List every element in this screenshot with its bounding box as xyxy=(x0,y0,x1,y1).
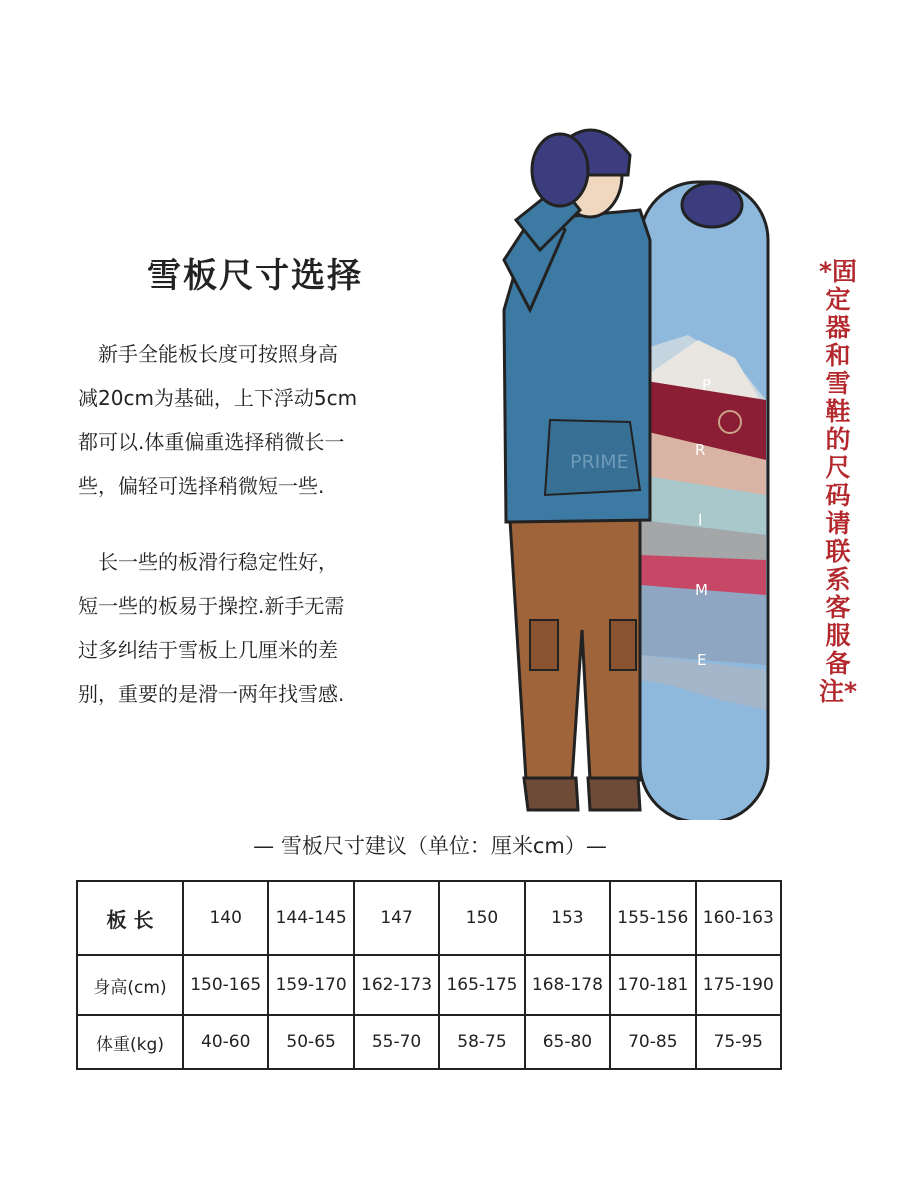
table-cell: 58-75 xyxy=(439,1015,524,1069)
table-cell: 144-145 xyxy=(268,881,353,955)
board-letter: E xyxy=(697,651,707,669)
board-letter: I xyxy=(698,511,703,529)
table-cell: 165-175 xyxy=(439,955,524,1015)
right-shoe xyxy=(588,778,640,810)
page-title: 雪板尺寸选择 xyxy=(147,256,363,296)
mitten-on-face xyxy=(532,134,588,206)
binding-boot-size-note: *固定器和雪鞋的尺码请联系客服备注* xyxy=(818,257,858,706)
table-cell: 150-165 xyxy=(183,955,268,1015)
table-caption: — 雪板尺寸建议（单位：厘米cm）— xyxy=(253,834,607,858)
table-cell: 140 xyxy=(183,881,268,955)
snowboarder-illustration xyxy=(490,110,790,820)
row-header: 板 长 xyxy=(77,881,183,955)
table-cell: 162-173 xyxy=(354,955,439,1015)
table-cell: 155-156 xyxy=(610,881,695,955)
table-cell: 168-178 xyxy=(525,955,610,1015)
row-header: 身高(cm) xyxy=(77,955,183,1015)
table-cell: 175-190 xyxy=(696,955,781,1015)
table-row xyxy=(77,881,781,955)
hoodie xyxy=(504,205,650,522)
intro-paragraph: 新手全能板长度可按照身高 减20cm为基础，上下浮动5cm 都可以.体重偏重选择稍微长一 些，偏轻可选择稍微短一些. xyxy=(78,342,358,498)
mitten-on-board xyxy=(682,183,742,227)
board-letter: R xyxy=(695,441,706,459)
table-cell: 150 xyxy=(439,881,524,955)
table-row xyxy=(77,955,781,1015)
row-header: 体重(kg) xyxy=(77,1015,183,1069)
table-cell: 153 xyxy=(525,881,610,955)
board-letter: M xyxy=(695,581,708,599)
snowboard xyxy=(640,182,768,820)
left-shoe xyxy=(524,778,578,810)
table-cell: 147 xyxy=(354,881,439,955)
table-cell: 159-170 xyxy=(268,955,353,1015)
board-letter: P xyxy=(702,376,712,394)
table-row xyxy=(77,1015,781,1069)
table-cell: 75-95 xyxy=(696,1015,781,1069)
table-cell: 40-60 xyxy=(183,1015,268,1069)
tips-paragraph: 长一些的板滑行稳定性好， 短一些的板易于操控.新手无需 过多纠结于雪板上几厘米的差 别，重要的是滑一两年找雪感. xyxy=(78,550,345,706)
pants xyxy=(510,520,640,780)
table-cell: 65-80 xyxy=(525,1015,610,1069)
table-cell: 160-163 xyxy=(696,881,781,955)
size-table xyxy=(76,880,782,1070)
table-cell: 55-70 xyxy=(354,1015,439,1069)
table-cell: 170-181 xyxy=(610,955,695,1015)
hoodie-print: PRIME xyxy=(570,451,629,473)
table-cell: 50-65 xyxy=(268,1015,353,1069)
table-cell: 70-85 xyxy=(610,1015,695,1069)
